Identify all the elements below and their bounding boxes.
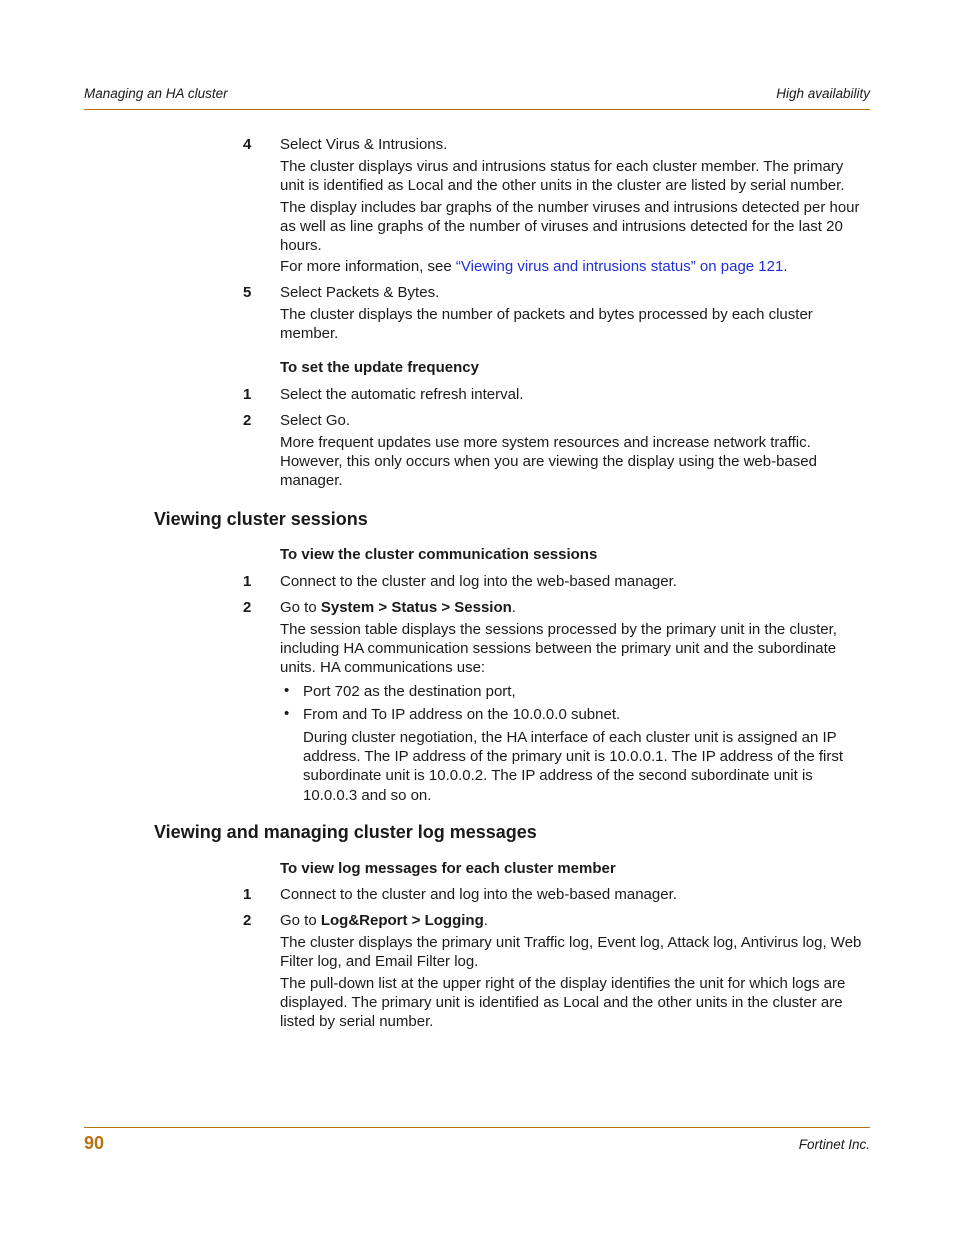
- section-heading: Viewing and managing cluster log messages: [154, 822, 537, 842]
- step-number: 2: [243, 412, 252, 429]
- step-number: 1: [243, 386, 252, 403]
- paragraph: More frequent updates use more system resources and increase network traffic. However, this only occurs when you are viewing the display using the web-based manager.: [280, 434, 817, 489]
- step-number: 5: [243, 284, 252, 301]
- step-text: Select Virus & Intrusions.: [280, 136, 448, 153]
- page-number: 90: [84, 1133, 105, 1153]
- cross-reference-link[interactable]: “Viewing virus and intrusions status” on page 121: [455, 258, 784, 275]
- step-number: 1: [243, 573, 252, 590]
- step-text: Go to System > Status > Session.: [280, 599, 516, 616]
- step-number: 2: [243, 912, 252, 929]
- paragraph: The display includes bar graphs of the number viruses and intrusions detected per hour as well as line graphs of the number of viruses and intrusions detected for the last 20 hours.: [280, 199, 860, 254]
- menu-path: System > Status > Session: [320, 599, 512, 616]
- bullet-item: From and To IP address on the 10.0.0.0 subnet.: [303, 706, 621, 723]
- step-text: Connect to the cluster and log into the web-based manager.: [280, 573, 677, 590]
- step-text: Go to Log&Report > Logging.: [280, 912, 488, 929]
- step-number: 2: [243, 599, 252, 616]
- paragraph: The session table displays the sessions processed by the primary unit in the cluster, including HA communication sessions between the primary unit and the subordinate units. HA communications use:: [280, 621, 837, 676]
- paragraph: The cluster displays the primary unit Traffic log, Event log, Attack log, Antivirus log, Web Filter log, and Email Filter log.: [280, 934, 862, 970]
- step-text: Select the automatic refresh interval.: [280, 386, 524, 403]
- procedure-heading: To view log messages for each cluster member: [280, 860, 616, 877]
- step-text: Connect to the cluster and log into the web-based manager.: [280, 886, 677, 903]
- section-heading: Viewing cluster sessions: [154, 509, 368, 529]
- step-number: 1: [243, 886, 252, 903]
- footer-rule: [84, 1127, 870, 1128]
- running-header-left: Managing an HA cluster: [84, 86, 228, 101]
- bullet-paragraph: During cluster negotiation, the HA interface of each cluster unit is assigned an IP address. The IP address of the primary unit is 10.0.0.1. The IP address of the first subordinate unit is 10.0.0.2. The IP address of the second subordinate unit is 10.0.0.3 and so on.: [303, 729, 844, 804]
- bullet-marker: •: [284, 705, 290, 722]
- step-text: Select Packets & Bytes.: [280, 284, 440, 301]
- step-text: Select Go.: [280, 412, 351, 429]
- bullet-item: Port 702 as the destination port,: [303, 683, 516, 700]
- paragraph: The cluster displays virus and intrusions status for each cluster member. The primary unit is identified as Local and the other units in the cluster are listed by serial number.: [280, 158, 845, 194]
- bullet-marker: •: [284, 682, 290, 699]
- step-number: 4: [243, 136, 252, 153]
- procedure-heading: To set the update frequency: [280, 359, 479, 376]
- paragraph-with-link: For more information, see “Viewing virus and intrusions status” on page 121.: [280, 258, 788, 275]
- running-header-right: High availability: [776, 86, 870, 101]
- footer-company: Fortinet Inc.: [798, 1137, 870, 1152]
- menu-path: Log&Report > Logging: [320, 912, 484, 929]
- paragraph: The pull-down list at the upper right of the display identifies the unit for which logs are displayed. The primary unit is identified as Local and the other units in the cluster are listed by serial number.: [280, 975, 846, 1030]
- procedure-heading: To view the cluster communication sessions: [280, 546, 598, 563]
- header-rule: [84, 109, 870, 110]
- paragraph: The cluster displays the number of packets and bytes processed by each cluster member.: [280, 306, 813, 342]
